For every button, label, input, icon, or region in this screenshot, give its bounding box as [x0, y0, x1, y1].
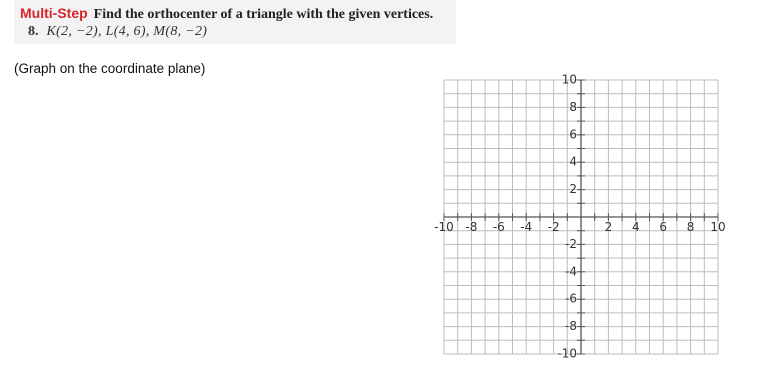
- y-tick-label: -8: [565, 319, 577, 334]
- x-tick-label: 2: [604, 219, 613, 234]
- problem-instruction: Find the orthocenter of a triangle with the given vertices.: [93, 7, 434, 22]
- y-tick-label: -6: [565, 291, 577, 306]
- y-tick-label: 4: [569, 154, 577, 169]
- y-tick-label: 2: [569, 182, 577, 197]
- graph-instruction-note: (Graph on the coordinate plane): [14, 61, 206, 76]
- x-tick-label: -6: [492, 219, 505, 234]
- coordinate-plane[interactable]: [420, 72, 740, 372]
- y-tick-label: 10: [561, 72, 577, 87]
- y-tick-label: 6: [569, 127, 577, 142]
- y-tick-label: -10: [557, 346, 577, 361]
- problem-header: [20, 5, 433, 23]
- x-tick-label: 6: [659, 219, 668, 234]
- x-tick-label: 10: [710, 219, 726, 234]
- x-tick-label: -10: [434, 219, 454, 234]
- y-tick-label: 8: [569, 99, 577, 114]
- x-tick-label: 8: [686, 219, 695, 234]
- y-tick-label: -4: [565, 264, 577, 279]
- problem-number: 8.: [28, 24, 39, 39]
- multi-step-label: Multi-Step: [20, 5, 88, 21]
- x-tick-label: 4: [631, 219, 640, 234]
- problem-vertices: K(2, −2), L(4, 6), M(8, −2): [46, 24, 208, 39]
- x-tick-label: -4: [520, 219, 533, 234]
- y-tick-label: -2: [565, 236, 577, 251]
- x-tick-label: -2: [547, 219, 560, 234]
- problem-line: [28, 24, 207, 40]
- x-tick-label: -8: [465, 219, 478, 234]
